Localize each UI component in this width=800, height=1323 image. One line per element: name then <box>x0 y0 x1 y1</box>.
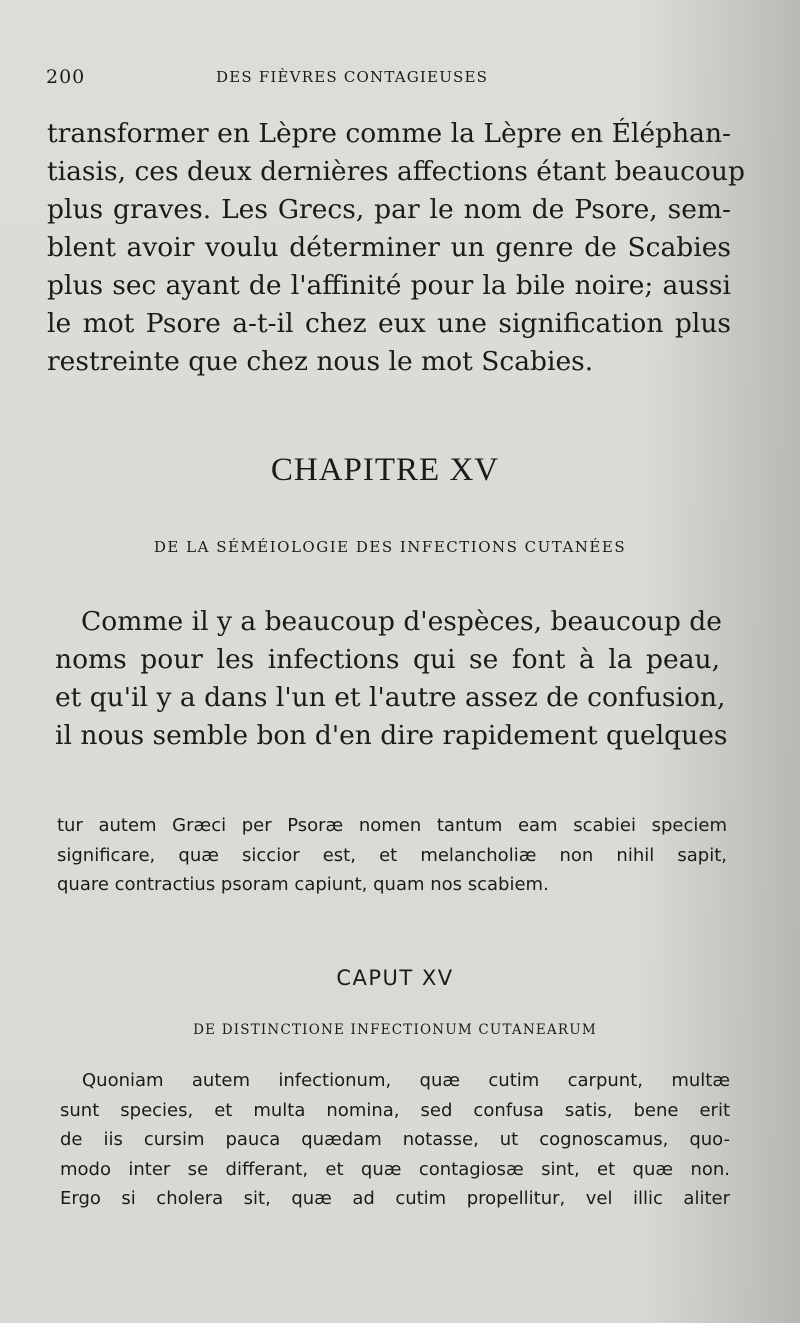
text-line: noms pour les infections qui se font à la peau, <box>55 644 720 675</box>
text-line: blent avoir voulu déterminer un genre de Scabies <box>47 232 731 263</box>
text-line: le mot Psore a-t-il chez eux une signification plus <box>47 308 731 339</box>
text-line: plus graves. Les Grecs, par le nom de Psore, sem- <box>47 194 731 225</box>
chapter-title: CHAPITRE XV <box>270 452 500 488</box>
text-line: restreinte que chez nous le mot Scabies. <box>47 346 594 377</box>
text-line: modo inter se differant, et quæ contagiosæ sint, et quæ non. <box>60 1158 730 1180</box>
text-line: significare, quæ siccior est, et melancholiæ non nihil sapit, <box>57 844 727 866</box>
text-line: Ergo si cholera sit, quæ ad cutim propellitur, vel illic aliter <box>60 1188 730 1209</box>
text-line: tiasis, ces deux dernières affections étant beaucoup <box>47 156 745 187</box>
chapter-subtitle: DE LA SÉMÉIOLOGIE DES INFECTIONS CUTANÉES <box>153 538 627 556</box>
text-line: tur autem Græci per Psoræ nomen tantum eam scabiei speciem <box>57 815 727 836</box>
text-line: il nous semble bon d'en dire rapidement quelques <box>55 720 728 751</box>
caput-subtitle: DE DISTINCTIONE INFECTIONUM CUTANEARUM <box>193 1022 597 1038</box>
text-line: de iis cursim pauca quædam notasse, ut cognoscamus, quo- <box>60 1129 730 1150</box>
text-line: sunt species, et multa nomina, sed confusa satis, bene erit <box>60 1099 730 1121</box>
latin-opening-paragraph <box>60 1066 730 1214</box>
latin-continuation-paragraph <box>57 811 727 900</box>
text-line: et qu'il y a dans l'un et l'autre assez de confusion, <box>55 682 726 713</box>
page-number: 200 <box>46 66 86 88</box>
running-title: DES FIÈVRES CONTAGIEUSES <box>216 68 489 86</box>
text-line: Comme il y a beaucoup d'espèces, beaucoup de <box>81 606 722 637</box>
page-header <box>46 66 746 96</box>
french-continuation-paragraph <box>47 115 745 381</box>
text-line: transformer en Lèpre comme la Lèpre en Éléphan- <box>47 118 731 149</box>
chapter-opening-paragraph <box>55 603 728 755</box>
text-line: plus sec ayant de l'affinité pour la bile noire; aussi <box>47 270 731 301</box>
text-line: quare contractius psoram capiunt, quam nos scabiem. <box>57 874 549 895</box>
caput-title: CAPUT XV <box>336 966 454 990</box>
text-line: Quoniam autem infectionum, quæ cutim carpunt, multæ <box>82 1070 730 1091</box>
